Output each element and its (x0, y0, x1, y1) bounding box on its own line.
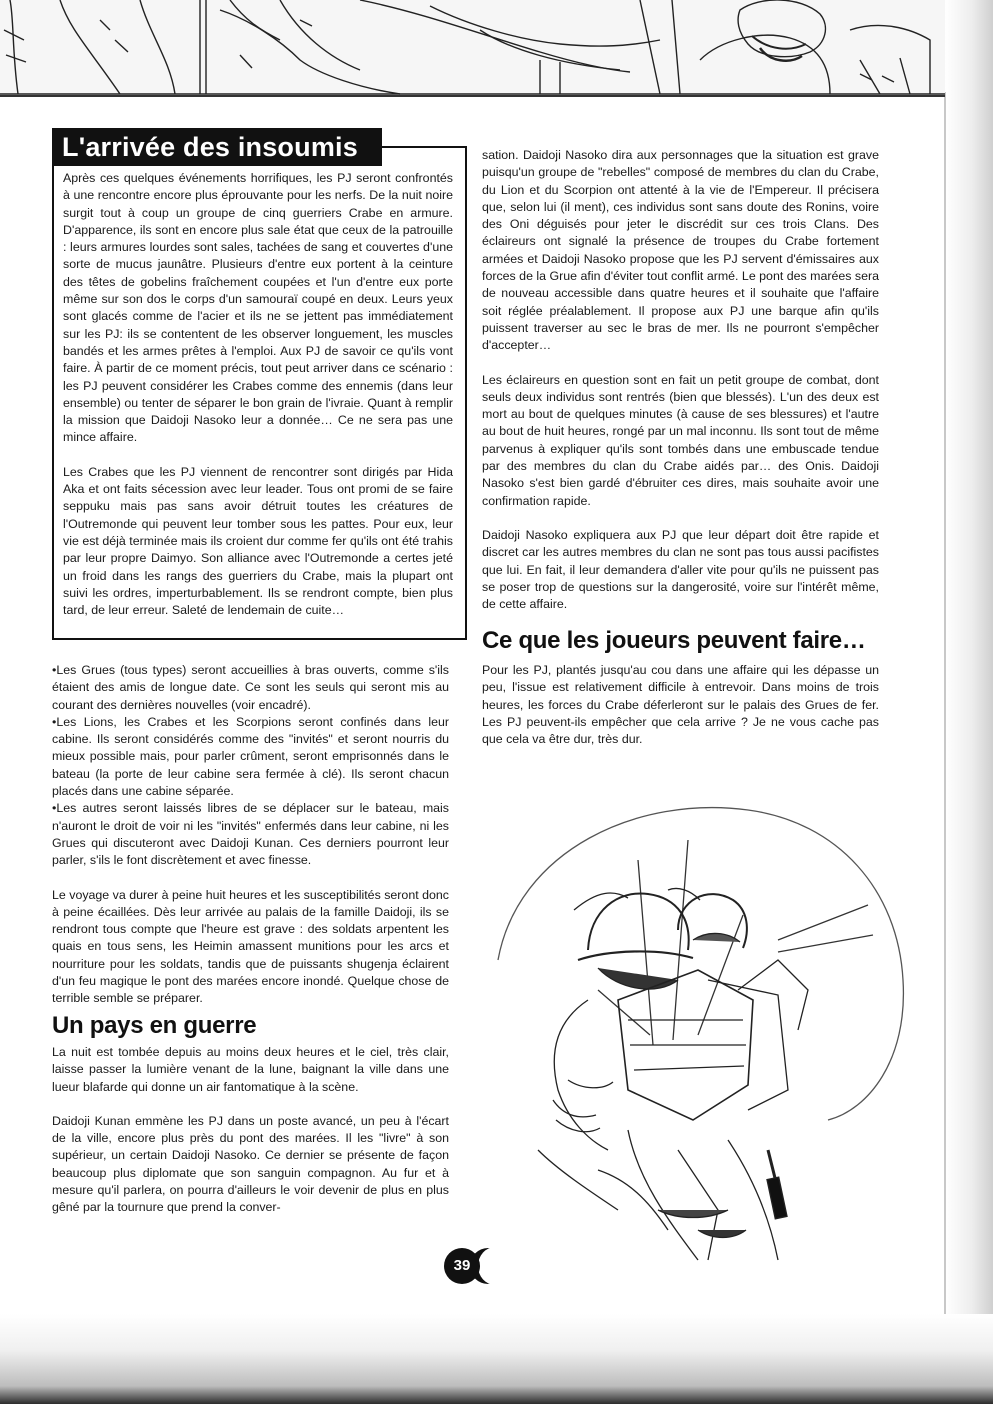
paragraph-eclaireurs: Les éclaireurs en question sont en fait un petit groupe de combat, dont seuls deux individus sont rentrés (bien que blessés). L'un des deux est mort au bout de quelques minutes (à cause de ses blessures) et l'autre au bout de huit heures, rongé par un mal inconnu. Ils sont tout de même parvenus à expliquer qu'ils sont tombés dans une embuscade tendue par des membres du clan du Crabe aidés par… des Onis. Daidoji Nasoko s'est bien gardé d'ébruiter ces dires, mais souhaite avoir une confirmation rapide. (482, 372, 879, 508)
paragraph-voyage: Le voyage va durer à peine huit heures et les susceptibilités seront donc à peine écaillées. Dès leur arrivée au palais de la famille Daidoji, ils se rendront tous compte que l'heure est grave : des soldats arpentent les quais en tous sens, les Heimin amassent munitions pour les arcs et nourriture pour les soldats, tandis que de puissants shugenja éclairent d'un feu magique le pont des marées encore inondé. Quelque chose de terrible semble se préparer. (52, 887, 449, 1006)
samurai-sketch (478, 790, 918, 1270)
right-column (482, 147, 879, 613)
bullet-item: •Les Lions, les Crabes et les Scorpions seront confinés dans leur cabine. Ils seront considérés comme des "invités" et seront nourris du mieux possible mais, pour parler crûment, seront emprisonnés dans le bateau (la porte de leur cabine sera fermée à clé). Ils seront chacun placés dans une cabine séparée. (52, 714, 449, 799)
sidebar-paragraph: Les Crabes que les PJ viennent de rencontrer sont dirigés par Hida Aka et ont faits sécession avec leur leader. Tous ont promi de se faire seppuku mais pas sans avoir détruit toutes les créatures de l'Outremonde qui peuvent leur tomber sous les pattes. Pour eux, leur vie est déjà terminée mais ils croient dur comme fer qu'ils ont été trahis par leur propre Daimyo. Son alliance avec l'Outremonde a certes jeté un froid dans les rangs des guerriers du Crabe, mais la plupart ont suivi les ordres, imperturbablement. Ils se rendront compte, bien plus tard, de leur erreur. Saleté de lendemain de cuite… (63, 464, 453, 618)
paragraph-kunan: Daidoji Kunan emmène les PJ dans un poste avancé, un peu à l'écart de la ville, encore plus près du pont des marées. Il les "livre" à son supérieur, un certain Daidoji Nasoko. Ce dernier se présente de façon beaucoup plus diplomate que son sanguin compagnon. Au fur et à mesure qu'il parlera, on pourra d'ailleurs le voir devenir de plus en plus gêné par la tournure que prend la conver- (52, 1113, 449, 1215)
top-sketch (0, 0, 945, 95)
right-column-lower (482, 662, 879, 748)
page-edge-line (944, 92, 946, 1322)
paragraph-joueurs: Pour les PJ, plantés jusqu'au cou dans une affaire qui les dépasse un peu, l'issue est relativement difficile à entrevoir. Dans moins de trois heures, les forces du Crabe déferleront sur le palais des Grues de fer. Les PJ peuvent-ils empêcher que cela arrive ? Je ne vous cache pas que cela va être dur, très dur. (482, 663, 879, 747)
sidebar-title: L'arrivée des insoumis (52, 128, 382, 166)
paragraph-nuit: La nuit est tombée depuis au moins deux heures et le ciel, très clair, laisse passer la lumière venant de la lune, baignant la ville dans une lueur blafarde qui donne un air fantomatique à la scène. (52, 1045, 449, 1094)
left-column-lower (52, 1044, 449, 1217)
page-edge-shadow (945, 0, 993, 1404)
page-bottom-shadow (0, 1314, 993, 1404)
bullet-item: •Les autres seront laissés libres de se déplacer sur le bateau, mais n'auront le droit de voir ni les "invités" enfermés dans leur cabine, ni les Grues qui discuteront avec Daidoji Kunan. Ces derniers pourront leur parler, s'ils le font discrètement et avec finesse. (52, 801, 449, 868)
samurai-illustration (478, 790, 918, 1270)
bullet-item: •Les Grues (tous types) seront accueillies à bras ouverts, comme s'ils étaient des amis de longue date. Ce sont les seuls qui seront mis au courant des dernières nouvelles (voir encadré). (52, 663, 449, 712)
heading-ce-que-les-joueurs: Ce que les joueurs peuvent faire… (482, 627, 866, 654)
sidebar-paragraph: Après ces quelques événements horrifiques, les PJ seront confrontés à une rencontre encore plus éprouvante pour les nerfs. De la nuit noire surgit tout à coup un groupe de cinq guerriers Crabe en armure. D'apparence, ils sont en encore plus sale état que ceux de la patrouille : leurs armures lourdes sont sales, tachées de sang et couvertes d'une sorte de mucus jaunâtre. Plusieurs d'entre eux portent à la ceinture des têtes de gobelins fraîchement coupées et l'un d'entre eux porte même sur son dos le corps d'un samouraï coupé en deux. Leurs yeux sont glacés comme de l'acier et ils ne se jettent pas immédiatement sur les PJ: ils se contentent de les observer longuement, les muscles bandés et les armes prêtes à l'emploi. Aux PJ de savoir ce qu'ils vont faire. À partir de ce moment précis, tout peut arriver dans ce scénario : les PJ peuvent considérer les Crabes comme des ennemis (dans leur ensemble) ou tenter de séparer le bon grain de l'ivraie. Quant à remplir la mission que Daidoji Nasoko leur a donnée… Ce ne sera pas une mince affaire. (63, 171, 453, 445)
top-illustration (0, 0, 945, 97)
sidebar-text (63, 170, 453, 619)
left-column (52, 662, 449, 1025)
paragraph-sation: sation. Daidoji Nasoko dira aux personnages que la situation est grave puisqu'un groupe de "rebelles" composé de membres du clan du Crabe, du Lion et du Scorpion ont attenté à la vie de l'Empereur. Il précisera que, selon lui (il ment), ces individus sont sans doute des Ronins, voire des Oni déguisés pour jeter le discrédit sur ces trois Clans. Des éclaireurs ont signalé la présence de troupes du Crabe fortement armées et Daidoji Nasoko propose que les PJ servent d'émissaires aux forces de la Grue afin d'éviter tout conflit armé. Le pont des marées sera de nouveau accessible dans quatre heures et il souhaite que l'affaire soit réglée préalablement. Il propose aux PJ une barque afin qu'ils puissent traverser au sec le bras de mer. Ils ne pourront s'empêcher d'accepter… (482, 148, 880, 353)
page-number (444, 1248, 490, 1284)
heading-un-pays-en-guerre: Un pays en guerre (52, 1012, 257, 1039)
page-number-label: 39 (444, 1248, 480, 1284)
paragraph-depart: Daidoji Nasoko expliquera aux PJ que leur départ doit être rapide et discret car les autres membres du clan ne sont pas tous aussi pacifistes que lui. En fait, il leur demandera d'aller vite pour qu'ils ne puissent pas se poser trop de questions sur la dangerosité, voire sur l'intérêt même, de cette affaire. (482, 527, 879, 612)
